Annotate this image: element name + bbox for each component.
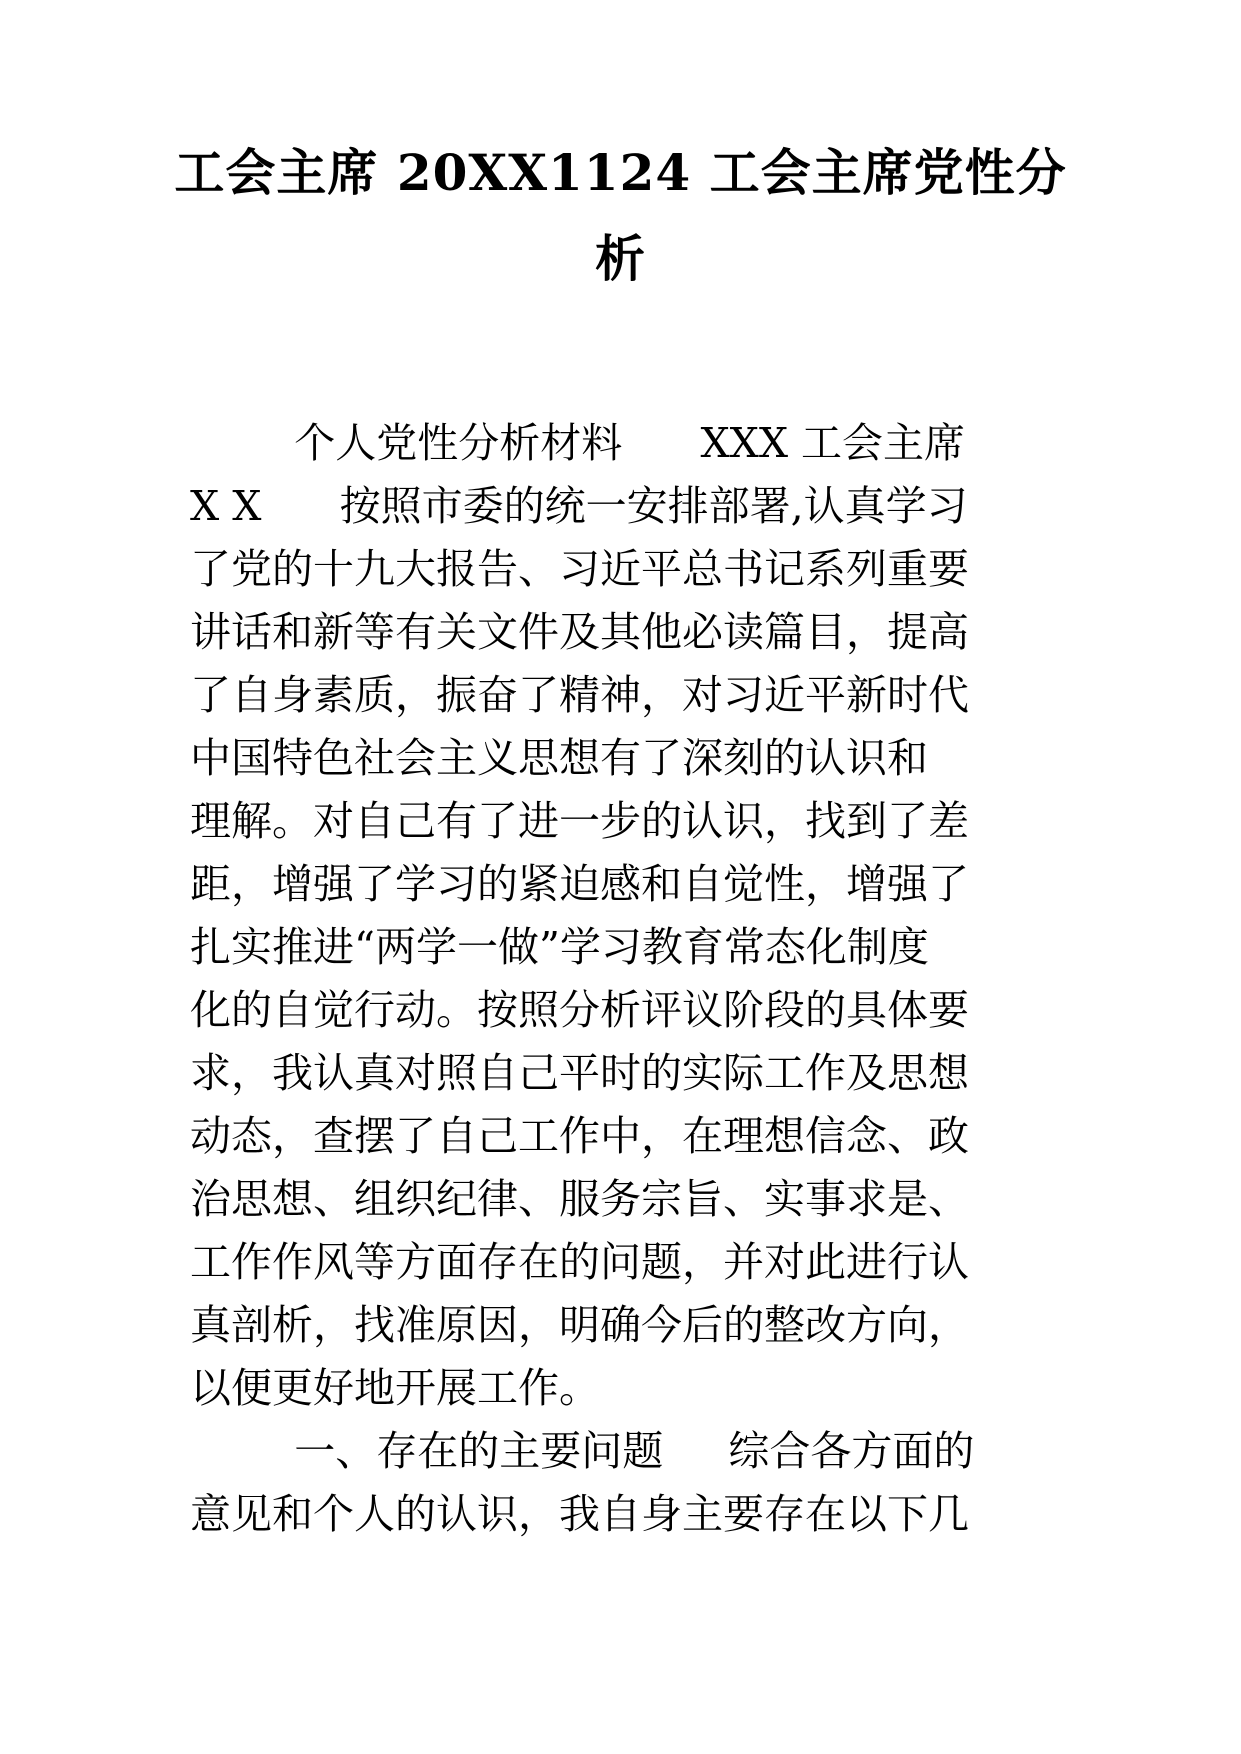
- body-line: 真剖析，找准原因，明确今后的整改方向，: [190, 1301, 969, 1349]
- body-line: 求，我认真对照自己平时的实际工作及思想: [190, 1049, 969, 1097]
- body-line: 距，增强了学习的紧迫感和自觉性，增强了: [190, 860, 969, 908]
- body-line: 动态，查摆了自己工作中，在理想信念、政: [190, 1112, 969, 1160]
- body-line: 意见和个人的认识，我自身主要存在以下几: [190, 1490, 969, 1538]
- body-line: 治思想、组织纪律、服务宗旨、实事求是、: [190, 1175, 969, 1223]
- body-line: 了党的十九大报告、习近平总书记系列重要: [190, 545, 969, 593]
- body-line: 讲话和新等有关文件及其他必读篇目，提高: [190, 608, 969, 656]
- body-line: 个人党性分析材料 XXX 工会主席: [190, 419, 966, 467]
- body-line: 工作作风等方面存在的问题，并对此进行认: [190, 1238, 969, 1286]
- body-line: 扎实推进“两学一做”学习教育常态化制度: [190, 923, 929, 971]
- body-line: 了自身素质，振奋了精神，对习近平新时代: [190, 671, 969, 719]
- document-body: [190, 412, 1090, 1546]
- body-line: 中国特色社会主义思想有了深刻的认识和: [190, 734, 928, 782]
- body-line: 以便更好地开展工作。: [190, 1364, 600, 1412]
- title-line-2: 析: [595, 229, 646, 288]
- document-title: [150, 130, 1091, 302]
- body-line: X X 按照市委的统一安排部署,认真学习: [190, 482, 968, 530]
- body-line: 化的自觉行动。按照分析评议阶段的具体要: [190, 986, 969, 1034]
- body-line: 一、存在的主要问题 综合各方面的: [190, 1427, 975, 1475]
- title-line-1: 工会主席 20XX1124 工会主席党性分: [174, 143, 1067, 202]
- body-line: 理解。对自己有了进一步的认识，找到了差: [190, 797, 969, 845]
